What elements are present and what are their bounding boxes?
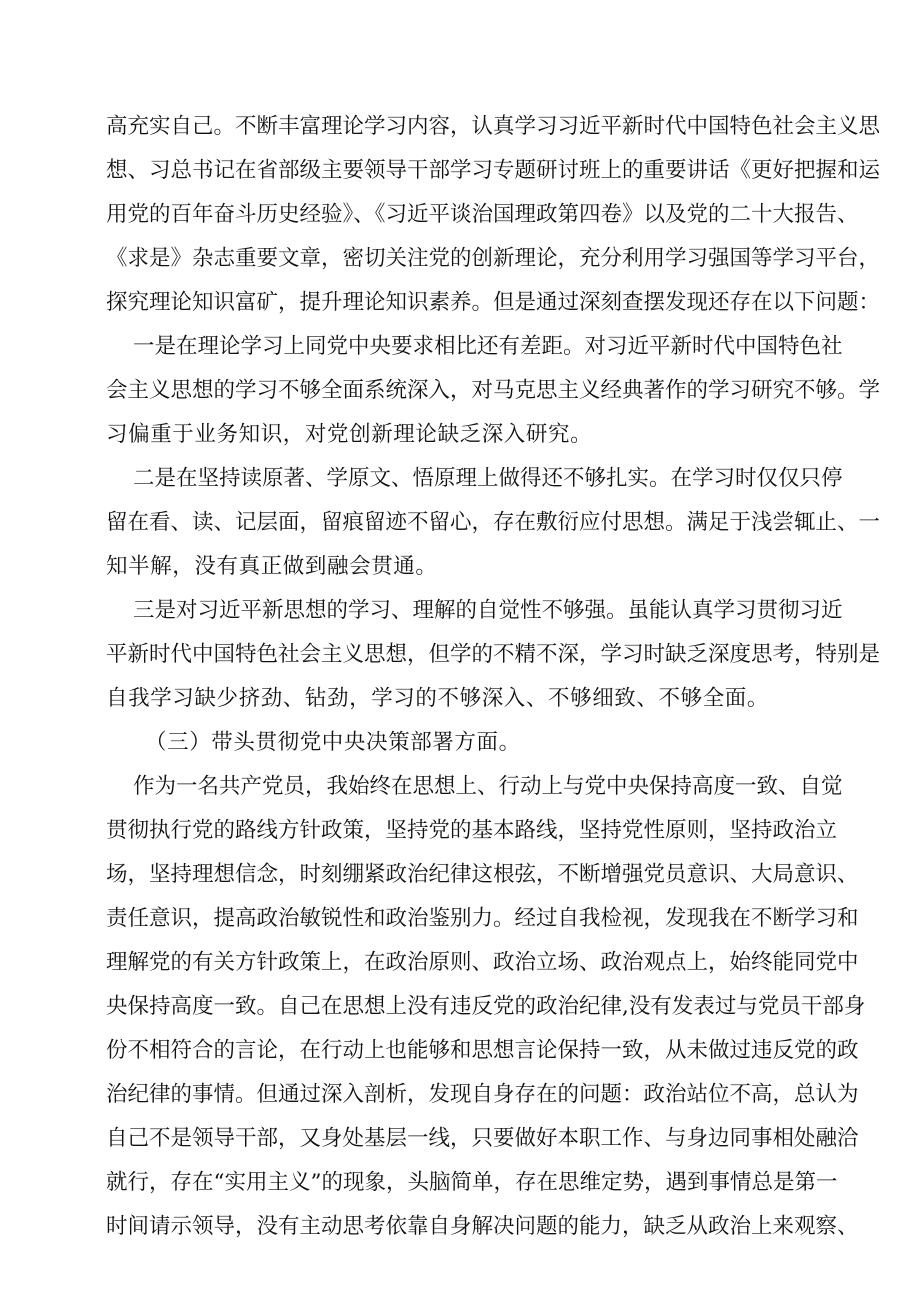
text-line: 探究理论知识富矿，提升理论知识素养。但是通过深刻查摆发现还存在以下问题： xyxy=(106,290,881,315)
text-line: 三是对习近平新思想的学习、理解的自觉性不够强。虽能认真学习贯彻习近 xyxy=(133,598,843,623)
text-line: 《求是》杂志重要文章，密切关注党的创新理论，充分利用学习强国等学习平台， xyxy=(106,246,881,271)
text-line: 高充实自己。不断丰富理论学习内容，认真学习习近平新时代中国特色社会主义思 xyxy=(106,114,881,139)
text-line: 时间请示领导，没有主动思考依靠自身解决问题的能力，缺乏从政治上来观察、 xyxy=(106,1214,859,1239)
text-line: 理解党的有关方针政策上，在政治原则、政治立场、政治观点上，始终能同党中 xyxy=(106,950,859,975)
text-line: 自己不是领导干部，又身处基层一线，只要做好本职工作、与身边同事相处融洽 xyxy=(106,1126,859,1151)
text-line: 治纪律的事情。但通过深入剖析，发现自身存在的问题：政治站位不高，总认为 xyxy=(106,1082,859,1107)
section-heading: （三）带头贯彻党中央决策部署方面。 xyxy=(145,730,521,755)
text-line: 份不相符合的言论，在行动上也能够和思想言论保持一致，从未做过违反党的政 xyxy=(106,1038,859,1063)
text-line: 就行，存在“实用主义”的现象，头脑简单，存在思维定势，遇到事情总是第一 xyxy=(106,1170,838,1195)
text-line: 作为一名共产党员，我始终在思想上、行动上与党中央保持高度一致、自觉 xyxy=(133,774,843,799)
text-line: 场，坚持理想信念，时刻绷紧政治纪律这根弦，不断增强党员意识、大局意识、 xyxy=(106,862,859,887)
text-line: 会主义思想的学习不够全面系统深入，对马克思主义经典著作的学习研究不够。学 xyxy=(106,378,881,403)
text-line: 用党的百年奋斗历史经验》、《习近平谈治国理政第四卷》以及党的二十大报告、 xyxy=(106,202,859,227)
text-line: 贯彻执行党的路线方针政策，坚持党的基本路线，坚持党性原则，坚持政治立 xyxy=(106,818,838,843)
text-line: 央保持高度一致。自己在思想上没有违反党的政治纪律,没有发表过与党员干部身 xyxy=(106,994,866,1019)
text-line: 一是在理论学习上同党中央要求相比还有差距。对习近平新时代中国特色社 xyxy=(133,334,843,359)
text-line: 自我学习缺少挤劲、钻劲，学习的不够深入、不够细致、不够全面。 xyxy=(106,686,770,711)
text-line: 二是在坚持读原著、学原文、悟原理上做得还不够扎实。在学习时仅仅只停 xyxy=(133,466,843,491)
text-line: 责任意识，提高政治敏锐性和政治鉴别力。经过自我检视，发现我在不断学习和 xyxy=(106,906,859,931)
text-line: 平新时代中国特色社会主义思想，但学的不精不深，学习时缺乏深度思考，特别是 xyxy=(106,642,881,667)
text-line: 知半解，没有真正做到融会贯通。 xyxy=(106,554,438,579)
text-line: 想、习总书记在省部级主要领导干部学习专题研讨班上的重要讲话《更好把握和运 xyxy=(106,158,881,183)
text-line: 习偏重于业务知识，对党创新理论缺乏深入研究。 xyxy=(106,422,593,447)
text-line: 留在看、读、记层面，留痕留迹不留心，存在敷衍应付思想。满足于浅尝辄止、一 xyxy=(106,510,881,535)
